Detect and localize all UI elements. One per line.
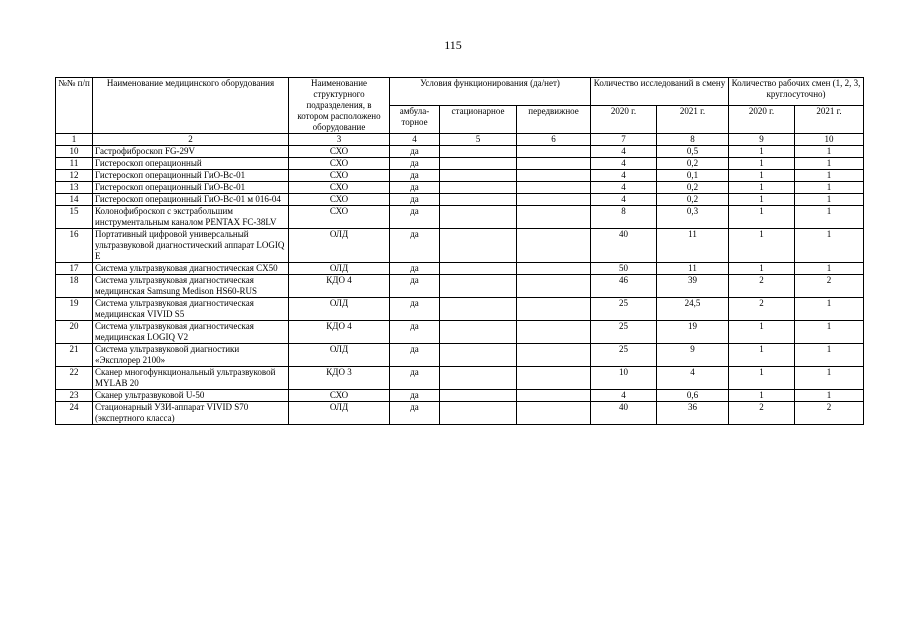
cond-mobile-cell (517, 206, 591, 229)
column-number: 2 (93, 134, 289, 146)
department-cell: ОЛД (289, 263, 390, 275)
cond-stationary-cell (440, 298, 517, 321)
equipment-name-cell: Гистероскоп операционный ГиО-Вс-01 (93, 182, 289, 194)
studies-2021-cell: 4 (657, 367, 729, 390)
table-row (56, 263, 864, 275)
cond-stationary-cell (440, 402, 517, 425)
cond-stationary-cell (440, 367, 517, 390)
cond-stationary-cell (440, 321, 517, 344)
cond-stationary-cell (440, 275, 517, 298)
column-number: 10 (795, 134, 864, 146)
column-number: 9 (729, 134, 795, 146)
row-num-cell: 14 (56, 194, 93, 206)
header-studies-2020: 2020 г. (591, 106, 657, 134)
studies-2021-cell: 36 (657, 402, 729, 425)
department-cell: ОЛД (289, 402, 390, 425)
equipment-name-cell: Система ультразвуковая диагностическая медицинская VIVID S5 (93, 298, 289, 321)
cond-ambulatory-cell: да (390, 194, 440, 206)
header-shifts-2020: 2020 г. (729, 106, 795, 134)
studies-2021-cell: 19 (657, 321, 729, 344)
table-row (56, 229, 864, 263)
shifts-2021-cell: 1 (795, 263, 864, 275)
studies-2021-cell: 9 (657, 344, 729, 367)
studies-2020-cell: 4 (591, 182, 657, 194)
studies-2020-cell: 25 (591, 321, 657, 344)
shifts-2020-cell: 1 (729, 321, 795, 344)
cond-ambulatory-cell: да (390, 344, 440, 367)
equipment-name-cell: Гастрофиброскоп FG-29V (93, 146, 289, 158)
studies-2021-cell: 0,3 (657, 206, 729, 229)
column-number-row (56, 134, 864, 146)
equipment-table (55, 77, 864, 425)
department-cell: СХО (289, 194, 390, 206)
shifts-2020-cell: 1 (729, 263, 795, 275)
studies-2021-cell: 0,2 (657, 158, 729, 170)
cond-mobile-cell (517, 194, 591, 206)
header-shifts: Количество рабочих смен (1, 2, 3, круглосуточно) (729, 78, 864, 106)
column-number: 3 (289, 134, 390, 146)
studies-2020-cell: 10 (591, 367, 657, 390)
header-num: №№ п/п (56, 78, 93, 134)
studies-2021-cell: 11 (657, 263, 729, 275)
studies-2021-cell: 24,5 (657, 298, 729, 321)
equipment-name-cell: Система ультразвуковая диагностическая медицинская Samsung Medison HS60-RUS (93, 275, 289, 298)
studies-2021-cell: 0,1 (657, 170, 729, 182)
cond-mobile-cell (517, 182, 591, 194)
department-cell: СХО (289, 158, 390, 170)
department-cell: КДО 3 (289, 367, 390, 390)
shifts-2020-cell: 1 (729, 229, 795, 263)
row-num-cell: 18 (56, 275, 93, 298)
shifts-2020-cell: 1 (729, 158, 795, 170)
equipment-name-cell: Стационарный УЗИ-аппарат VIVID S70 (экспертного класса) (93, 402, 289, 425)
department-cell: СХО (289, 182, 390, 194)
department-cell: СХО (289, 146, 390, 158)
shifts-2020-cell: 1 (729, 182, 795, 194)
table-row (56, 275, 864, 298)
table-row (56, 402, 864, 425)
shifts-2021-cell: 1 (795, 182, 864, 194)
cond-mobile-cell (517, 146, 591, 158)
shifts-2021-cell: 1 (795, 344, 864, 367)
shifts-2020-cell: 1 (729, 344, 795, 367)
row-num-cell: 15 (56, 206, 93, 229)
studies-2020-cell: 25 (591, 344, 657, 367)
cond-ambulatory-cell: да (390, 321, 440, 344)
studies-2021-cell: 0,2 (657, 182, 729, 194)
header-shifts-2021: 2021 г. (795, 106, 864, 134)
equipment-name-cell: Система ультразвуковой диагностики «Эксплорер 2100» (93, 344, 289, 367)
department-cell: СХО (289, 170, 390, 182)
shifts-2021-cell: 1 (795, 390, 864, 402)
equipment-name-cell: Сканер ультразвуковой U-50 (93, 390, 289, 402)
studies-2021-cell: 0,2 (657, 194, 729, 206)
department-cell: КДО 4 (289, 275, 390, 298)
studies-2020-cell: 46 (591, 275, 657, 298)
cond-stationary-cell (440, 229, 517, 263)
cond-stationary-cell (440, 146, 517, 158)
column-number: 4 (390, 134, 440, 146)
cond-mobile-cell (517, 367, 591, 390)
table-header (56, 78, 864, 134)
shifts-2021-cell: 1 (795, 170, 864, 182)
studies-2020-cell: 4 (591, 158, 657, 170)
cond-ambulatory-cell: да (390, 263, 440, 275)
table-row (56, 170, 864, 182)
header-cond-mobile: передвижное (517, 106, 591, 134)
cond-stationary-cell (440, 158, 517, 170)
studies-2020-cell: 50 (591, 263, 657, 275)
department-cell: СХО (289, 206, 390, 229)
header-row-top (56, 78, 864, 106)
shifts-2020-cell: 1 (729, 170, 795, 182)
column-number: 1 (56, 134, 93, 146)
row-num-cell: 24 (56, 402, 93, 425)
department-cell: ОЛД (289, 298, 390, 321)
studies-2020-cell: 4 (591, 170, 657, 182)
equipment-name-cell: Гистероскоп операционный ГиО-Вс-01 (93, 170, 289, 182)
studies-2021-cell: 39 (657, 275, 729, 298)
cond-stationary-cell (440, 170, 517, 182)
row-num-cell: 13 (56, 182, 93, 194)
row-num-cell: 23 (56, 390, 93, 402)
cond-ambulatory-cell: да (390, 170, 440, 182)
column-number: 5 (440, 134, 517, 146)
row-num-cell: 22 (56, 367, 93, 390)
page-number: 115 (444, 38, 462, 52)
cond-ambulatory-cell: да (390, 402, 440, 425)
shifts-2020-cell: 1 (729, 146, 795, 158)
cond-stationary-cell (440, 344, 517, 367)
shifts-2021-cell: 2 (795, 275, 864, 298)
cond-ambulatory-cell: да (390, 390, 440, 402)
studies-2021-cell: 0,6 (657, 390, 729, 402)
cond-mobile-cell (517, 229, 591, 263)
header-cond-stationary: стационарное (440, 106, 517, 134)
table-row (56, 146, 864, 158)
shifts-2020-cell: 1 (729, 390, 795, 402)
table-row (56, 194, 864, 206)
cond-mobile-cell (517, 298, 591, 321)
row-num-cell: 20 (56, 321, 93, 344)
shifts-2021-cell: 1 (795, 206, 864, 229)
cond-stationary-cell (440, 182, 517, 194)
studies-2020-cell: 4 (591, 390, 657, 402)
cond-ambulatory-cell: да (390, 146, 440, 158)
table-row (56, 321, 864, 344)
shifts-2021-cell: 1 (795, 321, 864, 344)
equipment-name-cell: Система ультразвуковая диагностическая CX50 (93, 263, 289, 275)
shifts-2021-cell: 1 (795, 229, 864, 263)
department-cell: ОЛД (289, 229, 390, 263)
header-cond-ambulatory: амбула-торное (390, 106, 440, 134)
shifts-2020-cell: 2 (729, 275, 795, 298)
cond-mobile-cell (517, 321, 591, 344)
department-cell: СХО (289, 390, 390, 402)
cond-stationary-cell (440, 263, 517, 275)
cond-mobile-cell (517, 263, 591, 275)
cond-ambulatory-cell: да (390, 182, 440, 194)
shifts-2021-cell: 1 (795, 158, 864, 170)
cond-stationary-cell (440, 206, 517, 229)
table-body (56, 134, 864, 425)
studies-2021-cell: 11 (657, 229, 729, 263)
cond-stationary-cell (440, 194, 517, 206)
cond-ambulatory-cell: да (390, 275, 440, 298)
cond-mobile-cell (517, 344, 591, 367)
studies-2020-cell: 40 (591, 229, 657, 263)
shifts-2020-cell: 1 (729, 367, 795, 390)
shifts-2020-cell: 2 (729, 402, 795, 425)
cond-mobile-cell (517, 402, 591, 425)
table-row (56, 298, 864, 321)
equipment-name-cell: Система ультразвуковая диагностическая медицинская LOGIQ V2 (93, 321, 289, 344)
studies-2020-cell: 8 (591, 206, 657, 229)
cond-ambulatory-cell: да (390, 367, 440, 390)
cond-ambulatory-cell: да (390, 158, 440, 170)
header-conditions: Условия функционирования (да/нет) (390, 78, 591, 106)
cond-ambulatory-cell: да (390, 229, 440, 263)
column-number: 7 (591, 134, 657, 146)
shifts-2021-cell: 1 (795, 298, 864, 321)
studies-2020-cell: 4 (591, 146, 657, 158)
row-num-cell: 16 (56, 229, 93, 263)
table-row (56, 182, 864, 194)
row-num-cell: 12 (56, 170, 93, 182)
row-num-cell: 11 (56, 158, 93, 170)
department-cell: ОЛД (289, 344, 390, 367)
shifts-2020-cell: 2 (729, 298, 795, 321)
equipment-name-cell: Сканер многофункциональный ультразвуковой MYLAB 20 (93, 367, 289, 390)
row-num-cell: 21 (56, 344, 93, 367)
table-row (56, 158, 864, 170)
cond-stationary-cell (440, 390, 517, 402)
cond-ambulatory-cell: да (390, 206, 440, 229)
column-number: 6 (517, 134, 591, 146)
row-num-cell: 19 (56, 298, 93, 321)
table-row (56, 367, 864, 390)
header-studies: Количество исследований в смену (591, 78, 729, 106)
studies-2020-cell: 4 (591, 194, 657, 206)
cond-ambulatory-cell: да (390, 298, 440, 321)
department-cell: КДО 4 (289, 321, 390, 344)
studies-2020-cell: 40 (591, 402, 657, 425)
table-row (56, 206, 864, 229)
row-num-cell: 17 (56, 263, 93, 275)
equipment-name-cell: Гистероскоп операционный ГиО-Вс-01 м 016-04 (93, 194, 289, 206)
shifts-2021-cell: 1 (795, 146, 864, 158)
table-row (56, 390, 864, 402)
table-row (56, 344, 864, 367)
cond-mobile-cell (517, 390, 591, 402)
header-department: Наименование структурного подразделения, в котором расположено оборудование (289, 78, 390, 134)
equipment-name-cell: Гистероскоп операционный (93, 158, 289, 170)
cond-mobile-cell (517, 158, 591, 170)
shifts-2021-cell: 2 (795, 402, 864, 425)
header-studies-2021: 2021 г. (657, 106, 729, 134)
cond-mobile-cell (517, 170, 591, 182)
equipment-name-cell: Портативный цифровой универсальный ультразвуковой диагностический аппарат LOGIQ E (93, 229, 289, 263)
shifts-2021-cell: 1 (795, 194, 864, 206)
header-equipment-name: Наименование медицинского оборудования (93, 78, 289, 134)
cond-mobile-cell (517, 275, 591, 298)
row-num-cell: 10 (56, 146, 93, 158)
shifts-2020-cell: 1 (729, 206, 795, 229)
studies-2020-cell: 25 (591, 298, 657, 321)
equipment-name-cell: Колонофиброскоп с экстрабольшим инструментальным каналом PENTAX FC-38LV (93, 206, 289, 229)
shifts-2021-cell: 1 (795, 367, 864, 390)
column-number: 8 (657, 134, 729, 146)
shifts-2020-cell: 1 (729, 194, 795, 206)
studies-2021-cell: 0,5 (657, 146, 729, 158)
